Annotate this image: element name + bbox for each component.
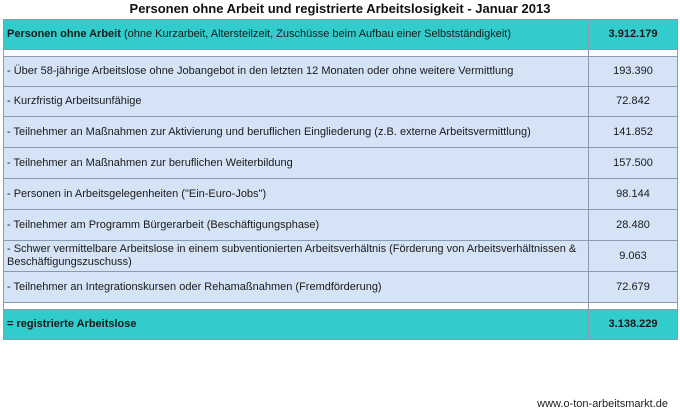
table-row: [4, 272, 678, 303]
table-row: [4, 87, 678, 117]
table-row: [4, 179, 678, 210]
row-value: 9.063: [589, 241, 678, 272]
source-footer: www.o-ton-arbeitsmarkt.de: [537, 398, 668, 410]
row-label: - Teilnehmer an Maßnahmen zur Aktivierung und beruflichen Eingliederung (z.B. externe Arbeitsvermittlung): [4, 117, 589, 148]
row-value: 28.480: [589, 210, 678, 241]
total-label: = registrierte Arbeitslose: [4, 310, 589, 340]
header-label-bold: Personen ohne Arbeit: [7, 28, 121, 40]
total-row: [4, 310, 678, 340]
row-value: 72.842: [589, 87, 678, 117]
row-label: - Kurzfristig Arbeitsunfähige: [4, 87, 589, 117]
row-value: 72.679: [589, 272, 678, 303]
row-value: 141.852: [589, 117, 678, 148]
row-label: - Teilnehmer am Programm Bürgerarbeit (Beschäftigungsphase): [4, 210, 589, 241]
header-value: 3.912.179: [589, 20, 678, 50]
row-label: - Personen in Arbeitsgelegenheiten ("Ein-Euro-Jobs"): [4, 179, 589, 210]
table-row: [4, 57, 678, 87]
row-value: 193.390: [589, 57, 678, 87]
table-row: [4, 241, 678, 272]
spacer-row: [4, 303, 678, 310]
table-row: [4, 210, 678, 241]
row-label: - Teilnehmer an Maßnahmen zur beruflichen Weiterbildung: [4, 148, 589, 179]
row-label: - Teilnehmer an Integrationskursen oder Rehamaßnahmen (Fremdförderung): [4, 272, 589, 303]
table-row: [4, 148, 678, 179]
table-row: [4, 117, 678, 148]
header-label-cell: [4, 20, 589, 50]
header-row: [4, 20, 678, 50]
unemployment-table: [3, 19, 678, 340]
row-value: 98.144: [589, 179, 678, 210]
spacer-row: [4, 50, 678, 57]
row-value: 157.500: [589, 148, 678, 179]
table-title: Personen ohne Arbeit und registrierte Arbeitslosigkeit - Januar 2013: [129, 1, 551, 16]
total-value: 3.138.229: [589, 310, 678, 340]
row-label: - Über 58-jährige Arbeitslose ohne Jobangebot in den letzten 12 Monaten oder ohne weitere Vermittlung: [4, 57, 589, 87]
row-label: - Schwer vermittelbare Arbeitslose in einem subventionierten Arbeitsverhältnis (Förderung von Arbeitsverhältnissen & Beschäftigungszuschuss): [4, 241, 589, 272]
header-label-note: (ohne Kurzarbeit, Altersteilzeit, Zuschüsse beim Aufbau einer Selbstständigkeit): [120, 28, 511, 40]
